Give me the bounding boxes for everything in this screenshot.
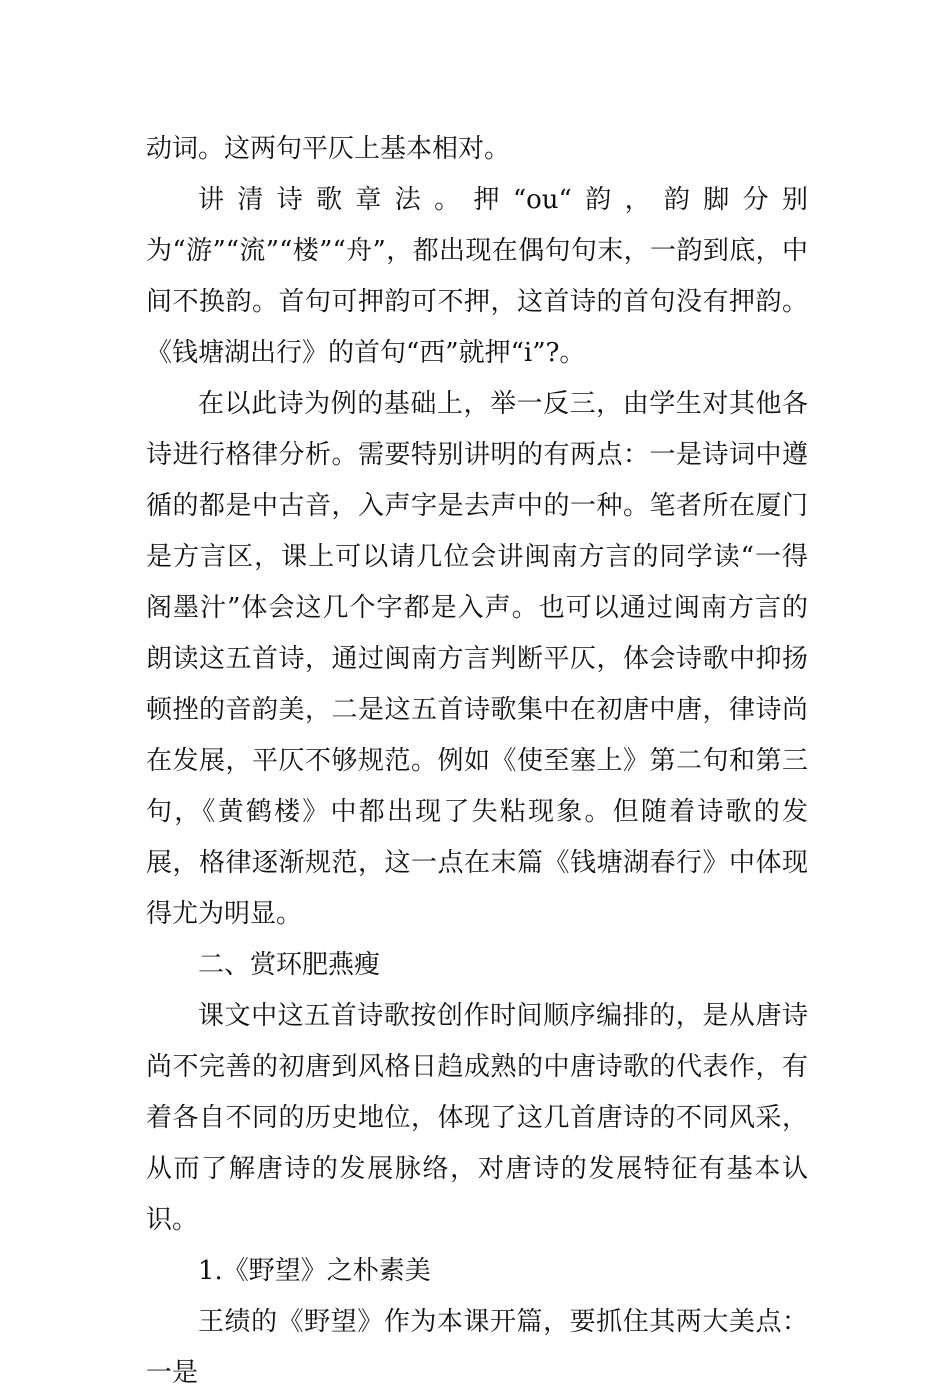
document-body xyxy=(146,124,808,1399)
paragraph-continuation: 动词。这两句平仄上基本相对。 xyxy=(146,134,511,164)
paragraph-meter-analysis: 在以此诗为例的基础上，举一反三，由学生对其他各诗进行格律分析。需要特别讲明的有两点：一是诗词中遵循的都是中古音，入声字是去声中的一种。笔者所在厦门是方言区，课上可以请几位会讲闽南方言的同学读“一得阁墨汁”体会这几个字都是入声。也可以通过闽南方言的朗读这五首诗，通过闽南方言判断平仄，体会诗歌中抑扬顿挫的音韵美，二是这五首诗歌集中在初唐中唐，律诗尚在发展，平仄不够规范。例如《使至塞上》第二句和第三句，《黄鹤楼》中都出现了失粘现象。但随着诗歌的发展，格律逐渐规范，这一点在末篇《钱塘湖春行》中体现得尤为明显。 xyxy=(146,389,808,929)
subsection-heading: 1.《野望》之朴素美 xyxy=(198,1256,431,1286)
paragraph-yewang: 王绩的《野望》作为本课开篇，要抓住其两大美点：一是 xyxy=(146,1307,808,1388)
paragraph-rhyme-structure: 讲清诗歌章法。押“ou“韵，韵脚分别为“游”“流”“楼”“舟”，都出现在偶句句末，一韵到底，中间不换韵。首句可押韵可不押，这首诗的首句没有押韵。《钱塘湖出行》的首句“西”就押“i”?。 xyxy=(146,185,808,368)
section-heading: 二、赏环肥燕瘦 xyxy=(198,950,381,980)
paragraph-poem-order: 课文中这五首诗歌按创作时间顺序编排的，是从唐诗尚不完善的初唐到风格日趋成熟的中唐诗歌的代表作，有着各自不同的历史地位，体现了这几首唐诗的不同风采，从而了解唐诗的发展脉络，对唐诗的发展特征有基本认识。 xyxy=(146,1001,808,1235)
